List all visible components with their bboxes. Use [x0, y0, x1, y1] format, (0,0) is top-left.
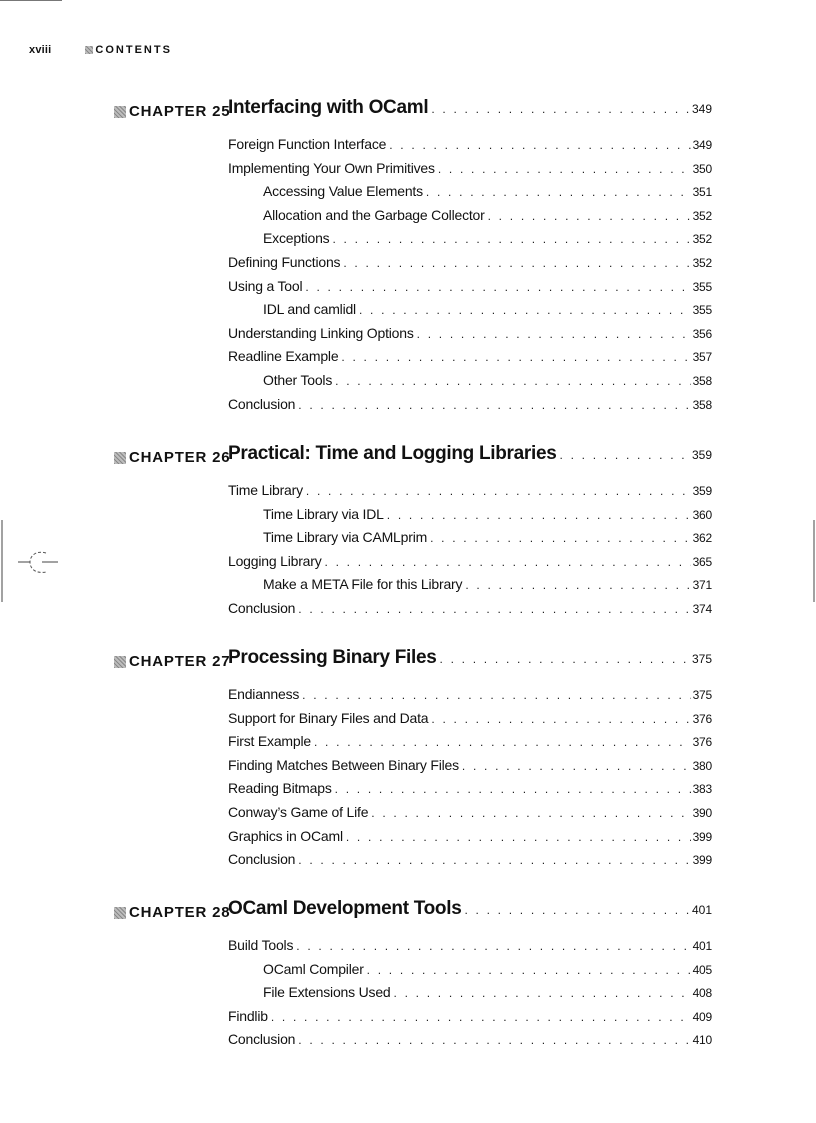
hatched-square-icon: [85, 46, 93, 54]
entry-title: Conclusion: [228, 1031, 296, 1048]
entry-page: 390: [692, 805, 712, 820]
entry-title: Using a Tool: [228, 277, 303, 294]
hatched-square-icon: [114, 452, 126, 464]
chapter-label-text: CHAPTER 25: [129, 103, 231, 120]
toc-entry[interactable]: [228, 254, 712, 278]
entry-title: Finding Matches Between Binary Files: [228, 756, 459, 773]
chapter-label-text: CHAPTER 28: [129, 904, 231, 921]
entry-title: Readline Example: [228, 348, 339, 365]
entry-page: 357: [692, 350, 712, 365]
entry-title: First Example: [228, 733, 311, 750]
toc-entry[interactable]: [228, 1008, 712, 1032]
entry-page: 405: [692, 962, 712, 977]
chapter-page: 401: [691, 903, 712, 917]
toc-subentry[interactable]: [228, 183, 712, 207]
entry-title: Conway’s Game of Life: [228, 803, 369, 820]
dot-leader: [298, 602, 690, 616]
hatched-square-icon: [114, 656, 126, 668]
entry-title: Support for Binary Files and Data: [228, 709, 429, 726]
toc-subentry[interactable]: [228, 576, 712, 600]
dot-leader: [359, 303, 691, 317]
toc-entry[interactable]: [228, 600, 712, 624]
chapter-title: Practical: Time and Logging Libraries: [228, 443, 557, 464]
toc-entry[interactable]: [228, 804, 712, 828]
chapter-page: 359: [691, 448, 712, 462]
entry-page: 375: [692, 688, 712, 702]
section-title-text: CONTENTS: [95, 44, 172, 56]
entry-page: 399: [692, 853, 712, 868]
entry-page: 401: [692, 939, 712, 953]
chapter-page: 349: [691, 102, 712, 116]
dot-leader: [387, 508, 691, 522]
dot-leader: [314, 735, 691, 749]
dot-leader: [335, 782, 691, 796]
dot-leader: [440, 652, 690, 666]
dot-leader: [298, 1033, 690, 1047]
entry-page: 380: [692, 758, 712, 773]
toc-entry[interactable]: [228, 482, 712, 506]
dot-leader: [426, 185, 691, 199]
dot-leader: [464, 903, 690, 917]
entry-title: Graphics in OCaml: [228, 827, 343, 844]
dot-leader: [417, 327, 691, 341]
toc-entry[interactable]: [228, 937, 712, 961]
dot-leader: [462, 759, 691, 773]
dot-leader: [298, 398, 690, 412]
entry-title: Conclusion: [228, 599, 296, 616]
chapter-title-row[interactable]: [228, 898, 712, 920]
toc-subentry[interactable]: [228, 984, 712, 1008]
entry-title: Reading Bitmaps: [228, 780, 332, 797]
entry-title: Conclusion: [228, 395, 296, 412]
entry-page: 349: [692, 138, 712, 152]
toc-entry[interactable]: [228, 686, 712, 710]
chapter-label: [114, 449, 230, 466]
dot-leader: [431, 102, 690, 116]
entry-list: [228, 686, 712, 875]
dot-leader: [305, 280, 690, 294]
entry-page: 409: [692, 1009, 712, 1024]
entry-title: Understanding Linking Options: [228, 324, 414, 341]
chapter-label: [114, 653, 230, 670]
hatched-square-icon: [114, 106, 126, 118]
dot-leader: [367, 963, 691, 977]
dot-leader: [389, 138, 690, 152]
dot-leader: [298, 853, 690, 867]
dot-leader: [371, 806, 690, 820]
dot-leader: [438, 162, 691, 176]
chapter-title-row[interactable]: [228, 647, 712, 669]
dot-leader: [346, 830, 691, 844]
entry-title: Time Library: [228, 482, 303, 498]
entry-page: 356: [692, 326, 712, 341]
toc-entry[interactable]: [228, 710, 712, 734]
entry-page: 350: [692, 161, 712, 176]
entry-page: 383: [692, 782, 712, 797]
toc-entry[interactable]: [228, 733, 712, 757]
entry-title: Time Library via IDL: [263, 505, 384, 522]
entry-page: 358: [692, 373, 712, 388]
chapter-title-row[interactable]: [228, 443, 712, 465]
dot-leader: [325, 555, 691, 569]
entry-page: 352: [692, 255, 712, 270]
entry-title: OCaml Compiler: [263, 960, 364, 977]
entry-title: Build Tools: [228, 937, 294, 953]
dot-leader: [302, 688, 690, 702]
entry-page: 352: [692, 208, 712, 223]
toc-subentry[interactable]: [228, 230, 712, 254]
toc-subentry[interactable]: [228, 961, 712, 985]
dot-leader: [335, 374, 690, 388]
toc-entry[interactable]: [228, 396, 712, 420]
entry-page: 376: [692, 711, 712, 726]
toc-entry[interactable]: [228, 553, 712, 577]
page-number: xviii: [29, 44, 52, 56]
entry-list: [228, 482, 712, 624]
entry-page: 374: [692, 601, 712, 616]
chapter-title: OCaml Development Tools: [228, 898, 462, 919]
chapter-label-text: CHAPTER 26: [129, 449, 231, 466]
entry-title: Accessing Value Elements: [263, 183, 423, 200]
entry-title: Defining Functions: [228, 253, 341, 270]
dot-leader: [560, 448, 690, 462]
dot-leader: [465, 578, 690, 592]
dot-leader: [488, 209, 691, 223]
toc-entry[interactable]: [228, 160, 712, 184]
entry-page: 371: [692, 578, 712, 593]
dot-leader: [306, 484, 691, 498]
toc-subentry[interactable]: [228, 506, 712, 530]
entry-page: 352: [692, 232, 712, 247]
chapter-title-row[interactable]: [228, 97, 712, 119]
toc-entry[interactable]: [228, 780, 712, 804]
dot-leader: [296, 939, 690, 953]
toc-subentry[interactable]: [228, 529, 712, 553]
entry-title: Findlib: [228, 1007, 268, 1024]
toc-subentry[interactable]: [228, 207, 712, 231]
entry-page: 351: [692, 185, 712, 200]
registration-mark-icon: [0, 520, 62, 602]
entry-list: [228, 136, 712, 419]
entry-title: Allocation and the Garbage Collector: [263, 206, 485, 223]
entry-page: 360: [692, 507, 712, 522]
toc-entry[interactable]: [228, 348, 712, 372]
running-header: [29, 44, 172, 56]
entry-title: Make a META File for this Library: [263, 576, 463, 593]
toc-entry[interactable]: [228, 757, 712, 781]
toc-subentry[interactable]: [228, 372, 712, 396]
entry-page: 359: [692, 484, 712, 498]
chapter-label-text: CHAPTER 27: [129, 653, 231, 670]
entry-title: Foreign Function Interface: [228, 136, 387, 152]
dot-leader: [394, 986, 691, 1000]
entry-title: Other Tools: [263, 371, 333, 388]
toc-entry[interactable]: [228, 1031, 712, 1055]
dot-leader: [343, 256, 690, 270]
toc-entry[interactable]: [228, 828, 712, 852]
entry-page: 362: [692, 531, 712, 546]
dot-leader: [271, 1010, 691, 1024]
entry-title: Exceptions: [263, 230, 330, 247]
entry-page: 408: [692, 986, 712, 1001]
entry-title: Endianness: [228, 686, 300, 702]
chapter-title: Processing Binary Files: [228, 647, 437, 668]
dot-leader: [431, 712, 690, 726]
entry-title: IDL and camlidl: [263, 301, 356, 318]
entry-page: 376: [692, 735, 712, 750]
dot-leader: [430, 531, 691, 545]
entry-page: 399: [692, 829, 712, 844]
entry-title: Time Library via CAMLprim: [263, 529, 428, 546]
entry-title: Conclusion: [228, 851, 296, 868]
entry-title: File Extensions Used: [263, 984, 391, 1001]
entry-page: 355: [692, 279, 712, 294]
entry-page: 358: [692, 397, 712, 412]
entry-page: 355: [692, 303, 712, 318]
section-title: [85, 44, 172, 56]
dot-leader: [341, 350, 690, 364]
toc-entry[interactable]: [228, 851, 712, 875]
toc-entry[interactable]: [228, 136, 712, 160]
hatched-square-icon: [114, 907, 126, 919]
entry-page: 410: [692, 1033, 712, 1048]
entry-page: 365: [692, 554, 712, 569]
dot-leader: [332, 232, 690, 246]
top-rule: [0, 0, 62, 1]
entry-title: Implementing Your Own Primitives: [228, 159, 435, 176]
chapter-page: 375: [691, 652, 712, 666]
chapter-label: [114, 904, 230, 921]
entry-list: [228, 937, 712, 1055]
toc-entry[interactable]: [228, 325, 712, 349]
chapter-title: Interfacing with OCaml: [228, 97, 429, 118]
entry-title: Logging Library: [228, 552, 322, 569]
chapter-label: [114, 103, 230, 120]
toc-subentry[interactable]: [228, 301, 712, 325]
toc-entry[interactable]: [228, 278, 712, 302]
